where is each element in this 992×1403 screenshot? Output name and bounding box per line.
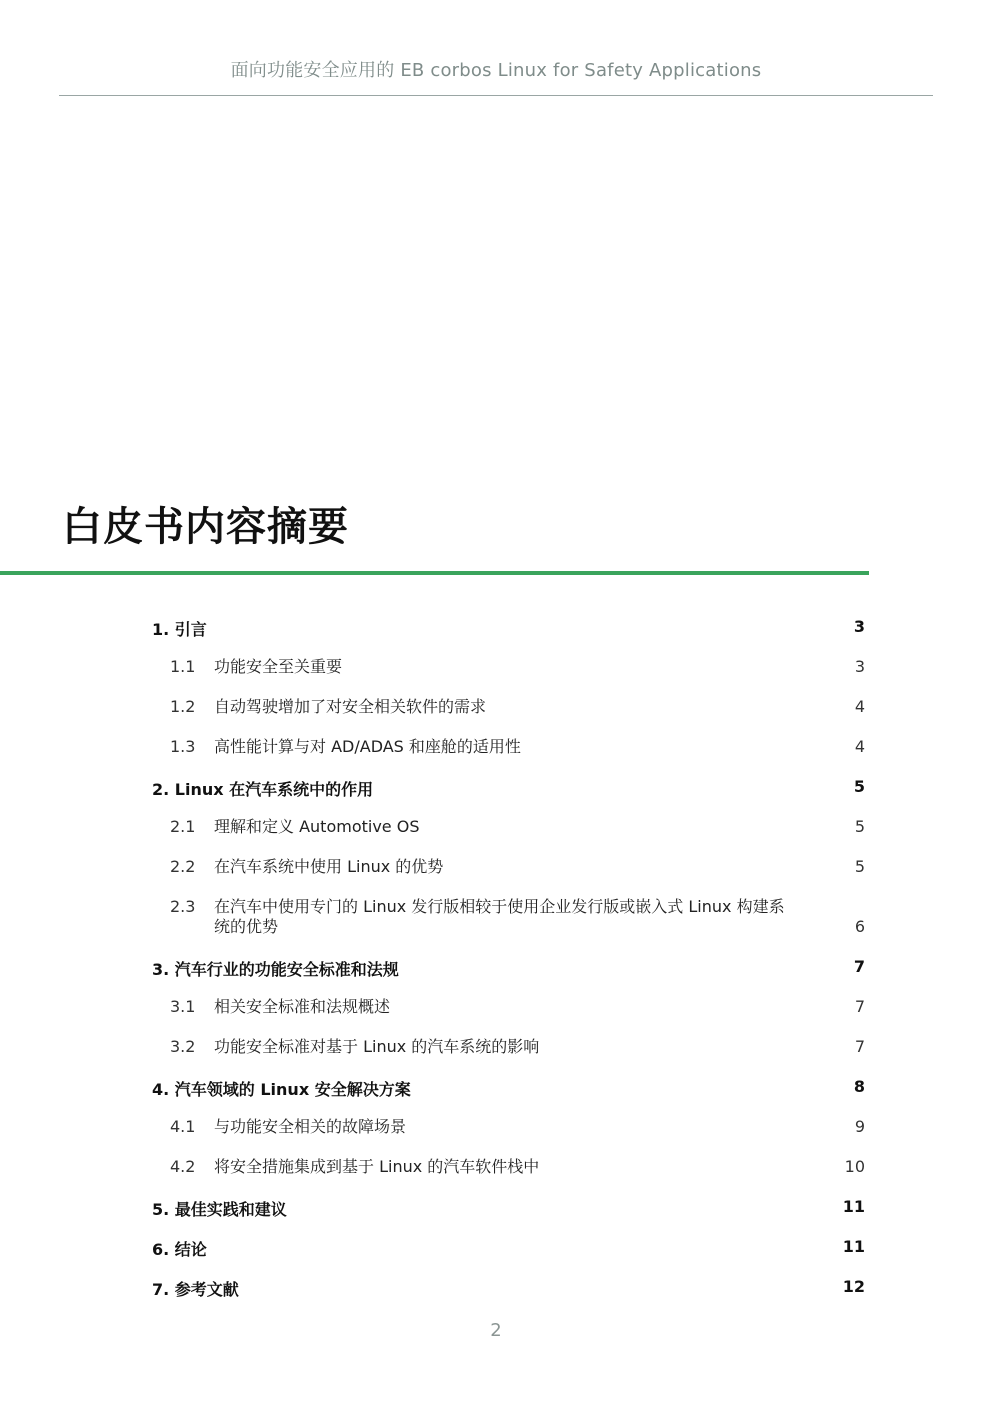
toc-entry-number: 2.3 bbox=[170, 897, 196, 916]
page-number: 2 bbox=[490, 1320, 502, 1341]
toc-entry[interactable] bbox=[0, 650, 992, 684]
toc-entry-title: 2. Linux 在汽车系统中的作用 bbox=[152, 780, 374, 799]
toc-entry-page: 11 bbox=[842, 1237, 865, 1256]
toc-entry-title: 3. 汽车行业的功能安全标准和法规 bbox=[152, 960, 399, 979]
toc-entry[interactable] bbox=[0, 770, 992, 804]
toc-entry[interactable] bbox=[0, 690, 992, 724]
toc-entry-page: 11 bbox=[842, 1197, 865, 1216]
toc-entry-page: 5 bbox=[854, 817, 865, 836]
toc-entry-title: 功能安全至关重要 bbox=[214, 657, 343, 676]
toc-entry-title: 1. 引言 bbox=[152, 620, 207, 639]
toc-entry-page: 5 bbox=[853, 777, 865, 796]
toc-entry-page: 4 bbox=[854, 697, 865, 716]
toc-entry[interactable] bbox=[0, 1230, 992, 1264]
toc-entry[interactable] bbox=[0, 990, 992, 1024]
toc-entry-title: 功能安全标准对基于 Linux 的汽车系统的影响 bbox=[214, 1037, 540, 1056]
toc-entry-title: 6. 结论 bbox=[152, 1240, 207, 1259]
toc-entry-title: 5. 最佳实践和建议 bbox=[152, 1200, 287, 1219]
toc-entry-page: 12 bbox=[842, 1277, 865, 1296]
toc-entry[interactable] bbox=[0, 1070, 992, 1104]
toc-entry-page: 8 bbox=[853, 1077, 865, 1096]
header-divider bbox=[59, 95, 933, 96]
toc-entry-number: 1.2 bbox=[170, 697, 196, 716]
toc-entry-page: 5 bbox=[854, 857, 865, 876]
toc-entry[interactable] bbox=[0, 610, 992, 644]
toc-entry-page: 7 bbox=[853, 957, 865, 976]
toc-entry-title: 在汽车中使用专门的 Linux 发行版相较于使用企业发行版或嵌入式 Linux 构建系统的优势 bbox=[214, 897, 785, 936]
title-divider bbox=[0, 571, 869, 575]
toc-entry[interactable] bbox=[0, 810, 992, 844]
toc-entry-number: 2.1 bbox=[170, 817, 196, 836]
toc-entry-title: 7. 参考文献 bbox=[152, 1280, 239, 1299]
running-header: 面向功能安全应用的 EB corbos Linux for Safety Applications bbox=[230, 60, 762, 81]
toc-entry-title: 将安全措施集成到基于 Linux 的汽车软件栈中 bbox=[214, 1157, 540, 1176]
toc-entry-number: 4.1 bbox=[170, 1117, 196, 1136]
toc-entry[interactable] bbox=[0, 1190, 992, 1224]
toc-entry[interactable] bbox=[0, 850, 992, 884]
toc-entry[interactable] bbox=[0, 1110, 992, 1144]
toc-entry[interactable] bbox=[0, 890, 992, 940]
toc-entry-title: 自动驾驶增加了对安全相关软件的需求 bbox=[214, 697, 487, 716]
toc-entry-number: 3.2 bbox=[170, 1037, 196, 1056]
toc-entry[interactable] bbox=[0, 1270, 992, 1304]
toc-entry-number: 1.3 bbox=[170, 737, 196, 756]
toc-entry[interactable] bbox=[0, 950, 992, 984]
toc-entry-page: 7 bbox=[854, 1037, 865, 1056]
toc-entry-number: 1.1 bbox=[170, 657, 196, 676]
page-title: 白皮书内容摘要 bbox=[62, 504, 349, 550]
toc-entry[interactable] bbox=[0, 1150, 992, 1184]
toc-entry-title: 高性能计算与对 AD/ADAS 和座舱的适用性 bbox=[214, 737, 521, 756]
toc-entry-number: 3.1 bbox=[170, 997, 196, 1016]
toc-entry-page: 3 bbox=[853, 617, 865, 636]
toc-entry-number: 4.2 bbox=[170, 1157, 196, 1176]
toc-entry-page: 10 bbox=[844, 1157, 865, 1176]
toc-entry-page: 9 bbox=[854, 1117, 865, 1136]
toc-entry-page: 4 bbox=[854, 737, 865, 756]
toc-entry-title: 在汽车系统中使用 Linux 的优势 bbox=[214, 857, 444, 876]
toc-entry-page: 7 bbox=[854, 997, 865, 1016]
toc-entry-title: 4. 汽车领域的 Linux 安全解决方案 bbox=[152, 1080, 411, 1099]
toc-entry[interactable] bbox=[0, 1030, 992, 1064]
toc-entry-title: 理解和定义 Automotive OS bbox=[214, 817, 420, 836]
toc-entry-page: 6 bbox=[854, 917, 865, 936]
toc-entry-page: 3 bbox=[854, 657, 865, 676]
toc-entry-number: 2.2 bbox=[170, 857, 196, 876]
toc-entry-title: 相关安全标准和法规概述 bbox=[214, 997, 391, 1016]
toc-entry[interactable] bbox=[0, 730, 992, 764]
toc-entry-title: 与功能安全相关的故障场景 bbox=[214, 1117, 407, 1136]
